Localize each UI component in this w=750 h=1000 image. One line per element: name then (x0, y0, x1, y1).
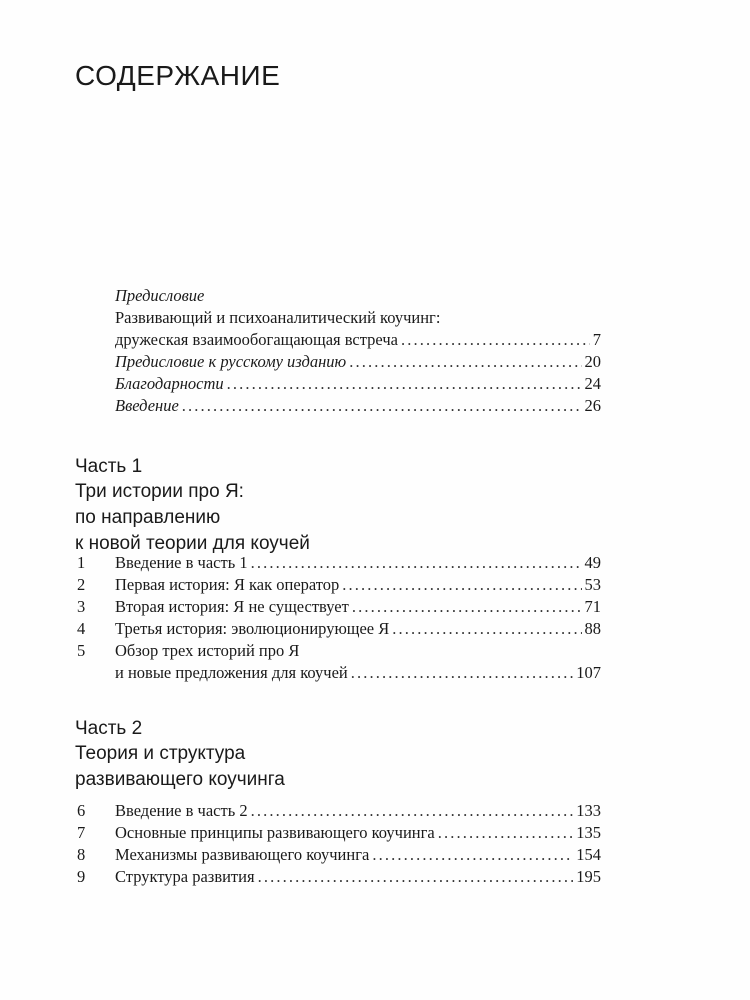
entry-title: Введение в часть 2 (115, 801, 248, 820)
entry-page-number: 195 (576, 867, 601, 886)
dot-leader (227, 373, 582, 395)
entry-page-number: 7 (592, 330, 601, 349)
part-2-chapter-list (75, 800, 601, 888)
part-title-line: к новой теории для коучей (75, 533, 310, 554)
part-2-label: Часть 2 (75, 718, 143, 739)
toc-entry[interactable] (75, 844, 601, 866)
entry-page-number: 53 (584, 575, 601, 594)
toc-entry[interactable] (75, 640, 601, 662)
toc-entry[interactable] (75, 373, 601, 395)
part-title-line: Три истории про Я: (75, 481, 244, 502)
chapter-number: 3 (77, 597, 86, 616)
dot-leader (182, 395, 582, 417)
entry-page-number: 133 (576, 801, 601, 820)
page-title: СОДЕРЖАНИЕ (75, 60, 281, 91)
entry-page-number: 24 (584, 374, 601, 393)
toc-entry[interactable] (75, 307, 601, 329)
toc-entry[interactable] (75, 574, 601, 596)
chapter-number: 2 (77, 575, 86, 594)
chapter-number: 6 (77, 801, 86, 820)
part-title-line: по направлению (75, 507, 221, 528)
entry-page-number: 107 (576, 663, 601, 682)
chapter-number: 8 (77, 845, 86, 864)
chapter-number: 7 (77, 823, 86, 842)
part-1-chapter-list (75, 552, 601, 684)
dot-leader (401, 329, 590, 351)
entry-page-number: 26 (584, 396, 601, 415)
chapter-number: 4 (77, 619, 86, 638)
dot-leader (251, 800, 574, 822)
part-title-line: развивающего коучинга (75, 769, 285, 790)
entry-title: Введение в часть 1 (115, 553, 248, 572)
entry-title: Развивающий и психоаналитический коучинг: (115, 308, 441, 327)
entry-title: Вторая история: Я не существует (115, 597, 349, 616)
dot-leader (258, 866, 574, 888)
entry-title: Структура развития (115, 867, 255, 886)
dot-leader (438, 822, 574, 844)
entry-title: Основные принципы развивающего коучинга (115, 823, 435, 842)
dot-leader (392, 618, 581, 640)
toc-entry[interactable] (75, 351, 601, 373)
entry-title: Первая история: Я как оператор (115, 575, 340, 594)
entry-page-number: 154 (576, 845, 601, 864)
toc-entry[interactable] (75, 329, 601, 351)
dot-leader (351, 662, 574, 684)
entry-title: Благодарности (115, 374, 224, 393)
toc-entry[interactable] (75, 800, 601, 822)
dot-leader (342, 574, 581, 596)
part-1-label: Часть 1 (75, 456, 143, 477)
entry-page-number: 20 (584, 352, 601, 371)
entry-title: Механизмы развивающего коучинга (115, 845, 370, 864)
toc-entry[interactable] (75, 822, 601, 844)
toc-entry[interactable] (75, 285, 601, 307)
entry-title: Введение (115, 396, 179, 415)
dot-leader (251, 552, 582, 574)
toc-entry[interactable] (75, 662, 601, 684)
dot-leader (372, 844, 573, 866)
toc-entry[interactable] (75, 618, 601, 640)
toc-entry[interactable] (75, 552, 601, 574)
entry-title: Предисловие к русскому изданию (115, 352, 347, 371)
entry-page-number: 49 (584, 553, 601, 572)
part-title-line: Теория и структура (75, 743, 246, 764)
chapter-number: 1 (77, 553, 86, 572)
entry-title: Третья история: эволюционирующее Я (115, 619, 390, 638)
entry-title: Предисловие (115, 286, 205, 305)
front-matter-list (75, 285, 601, 417)
dot-leader (349, 351, 581, 373)
part-1-title (75, 479, 310, 557)
entry-title: дружеская взаимообогащающая встреча (115, 330, 398, 349)
entry-title: Обзор трех историй про Я (115, 641, 300, 660)
dot-leader (352, 596, 582, 618)
chapter-number: 5 (77, 641, 86, 660)
entry-page-number: 88 (584, 619, 601, 638)
toc-entry[interactable] (75, 596, 601, 618)
toc-entry[interactable] (75, 395, 601, 417)
chapter-number: 9 (77, 867, 86, 886)
entry-page-number: 71 (584, 597, 601, 616)
toc-entry[interactable] (75, 866, 601, 888)
part-2-title (75, 741, 285, 793)
entry-title: и новые предложения для коучей (115, 663, 348, 682)
entry-page-number: 135 (576, 823, 601, 842)
